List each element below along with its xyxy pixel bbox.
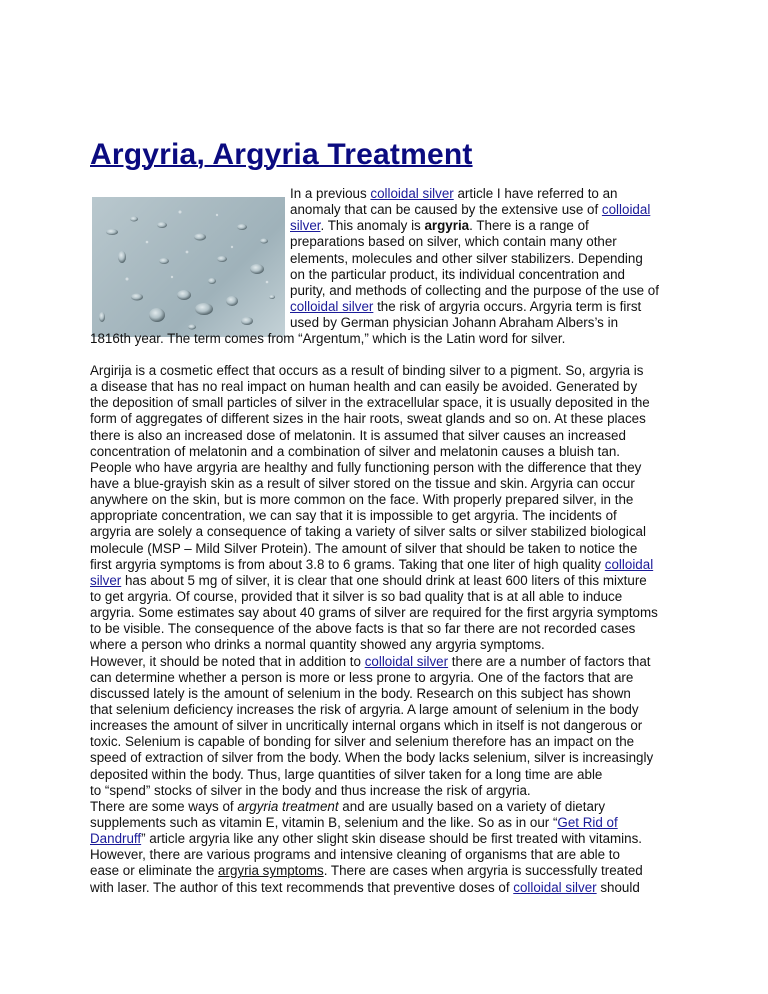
text-line: [90, 654, 658, 670]
text-line: However, there are various programs and intensive cleaning of organisms that are able to: [90, 847, 620, 863]
text-line: concentration of melatonin and a combination of silver and melatonin causes a bluish tan.: [90, 443, 620, 459]
text-line: where a person who drinks a normal quantity showed any argyria symptoms.: [90, 637, 545, 653]
text-line: to be visible. The consequence of the above facts is that so far there are not recorded cases: [90, 621, 636, 637]
text-line: argyria are solely a consequence of taking a variety of silver salts or silver stabilized biological: [90, 524, 646, 540]
text-line: increases the amount of silver in uncritically internal organs which in itself is not dangerous or: [90, 718, 643, 734]
text-line: [90, 799, 658, 815]
page-title[interactable]: Argyria, Argyria Treatment: [90, 138, 473, 171]
text-line: [90, 831, 658, 847]
text-line: preparations based on silver, which contain many other: [290, 234, 617, 250]
text-span: with laser. The author of this text recommends that preventive doses of: [90, 879, 514, 895]
colloidal-silver-link[interactable]: colloidal silver: [364, 653, 449, 669]
text-span: supplements such as vitamin E, vitamin B, selenium and the like. So as in our “: [90, 814, 558, 830]
text-line: elements, molecules and other silver stabilizers. Depending: [290, 250, 643, 266]
text-span: . There are cases when argyria is successfully treated: [323, 863, 643, 879]
text-line: [90, 863, 658, 879]
text-line: [290, 186, 659, 202]
colloidal-silver-link[interactable]: silver: [90, 572, 122, 588]
get-rid-of-dandruff-link[interactable]: Dandruff: [90, 831, 142, 847]
colloidal-silver-link[interactable]: colloidal silver: [370, 186, 454, 201]
text-line: that selenium deficiency increases the risk of argyria. A large amount of selenium in the body: [90, 701, 639, 717]
text-line: deposited within the body. Thus, large quantities of silver taken for a long time are able: [90, 766, 603, 782]
text-span: and are usually based on a variety of dietary: [338, 798, 606, 814]
text-line: a disease that has no real impact on human health and can easily be avoided. Generated by: [90, 379, 638, 395]
text-line: on the particular product, its individual concentration and: [290, 266, 625, 282]
text-line: can determine whether a person is more or less prone to argyria. One of the factors that are: [90, 669, 634, 685]
intro-tail-line: [90, 331, 565, 347]
text-line: speed of extraction of silver from the body. When the body lacks selenium, silver is increasingly: [90, 750, 654, 766]
text-line: purity, and methods of collecting and the purpose of the use of: [290, 282, 659, 298]
text-line: [90, 815, 658, 831]
text-span: there are a number of factors that: [448, 653, 651, 669]
colloidal-silver-link[interactable]: colloidal: [604, 556, 654, 572]
argyria-symptoms-link[interactable]: argyria symptoms: [218, 863, 324, 879]
text-line: there is also an increased dose of melatonin. It is assumed that silver causes an increased: [90, 427, 626, 443]
text-line: [290, 202, 659, 218]
colloidal-silver-link[interactable]: colloidal silver: [513, 879, 597, 895]
text-span: In a previous: [290, 186, 371, 201]
text-span: ease or eliminate the: [90, 863, 219, 879]
text-line: [290, 299, 659, 315]
text-line: Argirija is a cosmetic effect that occurs as a result of binding silver to a pigment. So, argyria is: [90, 363, 644, 378]
text-line: [290, 218, 659, 234]
text-line: to get argyria. Of course, provided that it silver is so bad quality that is at all able to induce: [90, 588, 623, 604]
colloidal-silver-link[interactable]: colloidal silver: [290, 298, 374, 314]
text-span: . This anomaly is: [320, 218, 425, 234]
text-line: discussed lately is the amount of selenium in the body. Research on this subject has shown: [90, 685, 631, 701]
text-span: article I have referred to an: [453, 186, 618, 201]
text-line: [90, 573, 658, 589]
argyria-treatment-emphasis: argyria treatment: [237, 798, 339, 814]
text-line: toxic. Selenium is capable of bonding for silver and selenium therefore has an impact on the: [90, 734, 635, 750]
text-line: [90, 557, 658, 573]
text-span: There are some ways of: [90, 798, 238, 814]
text-span: should: [596, 879, 640, 895]
intro-paragraph: [290, 186, 659, 331]
water-droplets-image: [92, 197, 285, 337]
text-line: have a blue-grayish skin as a result of silver stored on the tissue and skin. Argyria can occur: [90, 475, 635, 491]
text-line: form of aggregates of different sizes in the hair roots, sweat glands and so on. At these places: [90, 411, 646, 427]
text-line: the deposition of small particles of silver in the extracellular space, it is usually deposited in the: [90, 395, 650, 411]
text-span: has about 5 mg of silver, it is clear that one should drink at least 600 liters of this mixture: [121, 572, 647, 588]
text-line: [90, 880, 658, 896]
text-span: However, it should be noted that in addition to: [90, 653, 365, 669]
text-line: argyria. Some estimates say about 40 grams of silver are required for the first argyria symptoms: [90, 605, 658, 621]
argyria-bold-term: argyria: [424, 218, 470, 234]
text-line: to “spend” stocks of silver in the body and thus increase the risk of argyria.: [90, 782, 531, 798]
text-line: People who have argyria are healthy and fully functioning person with the difference that they: [90, 459, 642, 475]
text-span: . There is a range of: [469, 218, 589, 234]
colloidal-silver-link[interactable]: colloidal: [601, 202, 651, 218]
body-paragraphs: [90, 363, 658, 896]
colloidal-silver-link[interactable]: silver: [290, 218, 321, 234]
text-line: used by German physician Johann Abraham Albers’s in: [290, 315, 619, 331]
text-line: appropriate concentration, we can say that it is impossible to get argyria. The incidents of: [90, 508, 617, 524]
text-span: ” article argyria like any other slight skin disease should be first treated with vitamins.: [141, 831, 643, 847]
text-span: first argyria symptoms is from about 3.8 to 6 grams. Taking that one liter of high quality: [90, 556, 605, 572]
text-line: molecule (MSP – Mild Silver Protein). The amount of silver that should be taken to notice the: [90, 540, 638, 556]
get-rid-of-dandruff-link[interactable]: Get Rid of: [557, 814, 618, 830]
text-span: the risk of argyria occurs. Argyria term is first: [373, 298, 642, 314]
text-span: anomaly that can be caused by the extensive use of: [290, 202, 602, 218]
photo-water-droplets-icon: [92, 197, 285, 337]
text-line: anywhere on the skin, but is more common on the face. With properly prepared silver, in the: [90, 492, 634, 508]
text-line: 1816th year. The term comes from “Argentum,” which is the Latin word for silver.: [90, 331, 566, 346]
